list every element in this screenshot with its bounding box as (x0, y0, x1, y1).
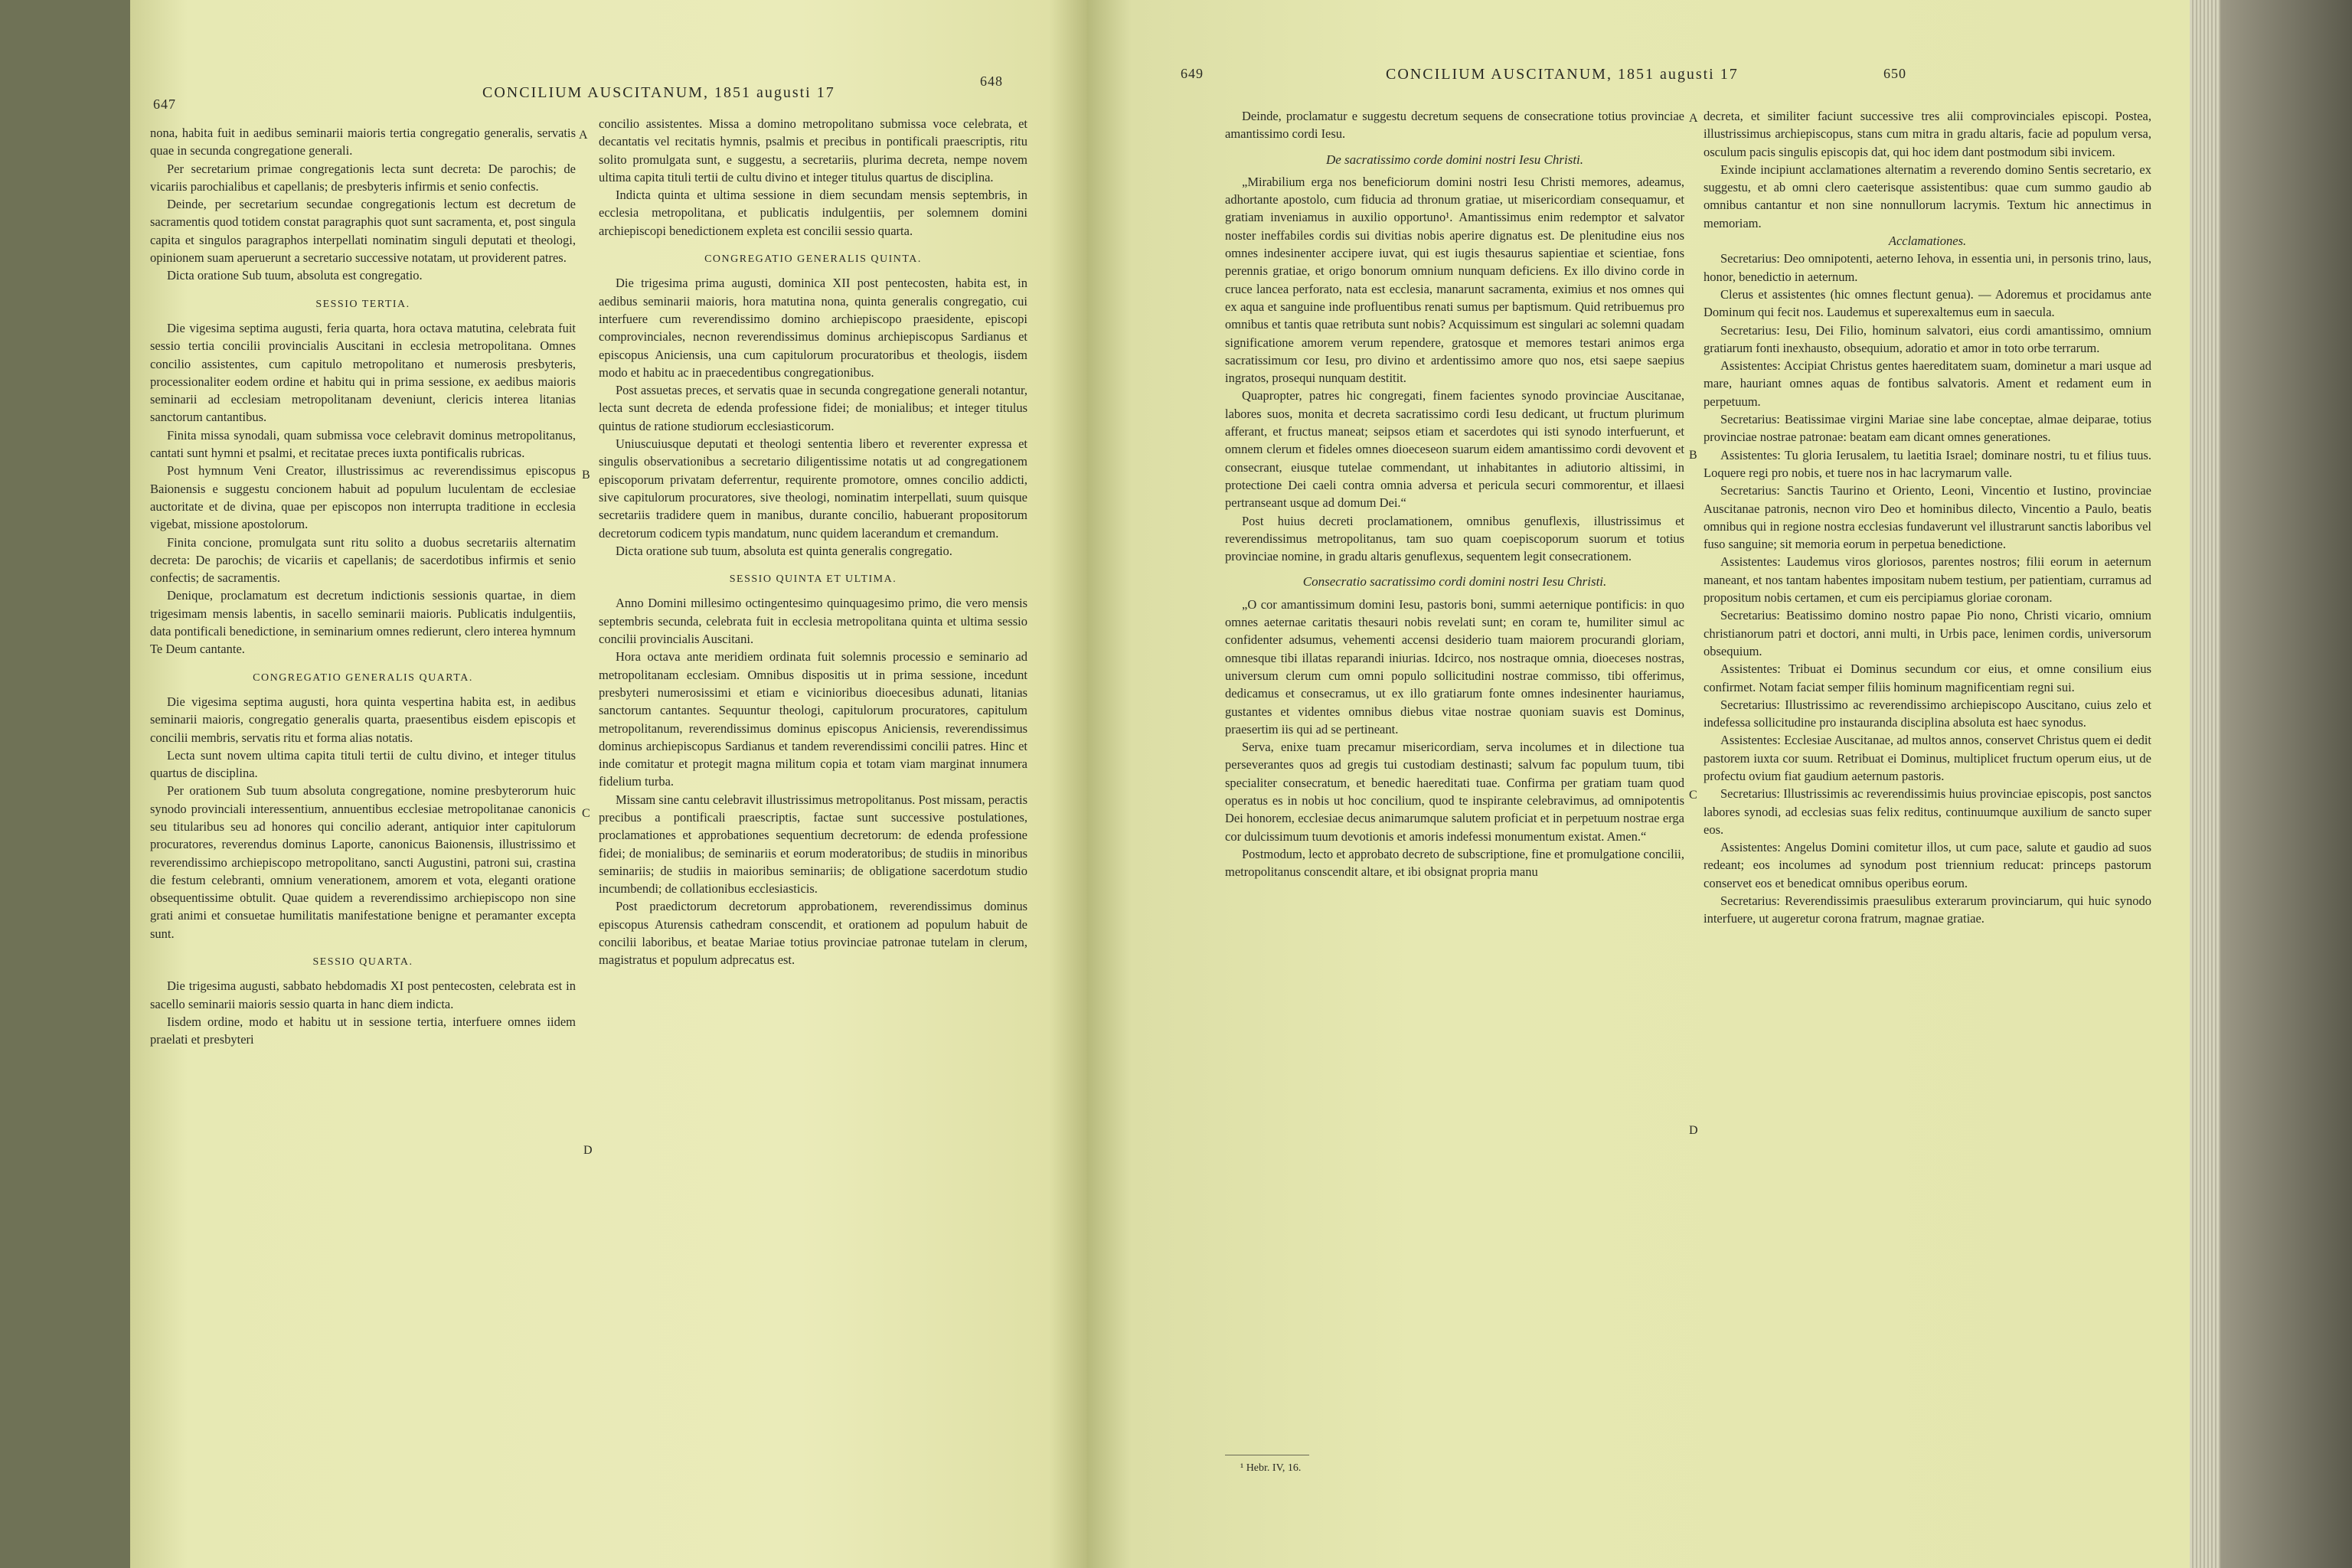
paragraph: Dicta oratione Sub tuum, absoluta est congregatio. (167, 268, 423, 283)
paragraph: Missam sine cantu celebravit illustrissimus metropolitanus. Post missam, peractis precibus a pontificali praescriptis, factae sunt successive postulationes, proclamationes et approbationes sequentium decretorum: de edenda professione fidei; de monialibus; de seminariis et eorum moderatoribus; de studiis in minoribus seminariis; de studiis in maioribus seminariis; de obligatione sacerdotum studio incumbendi; de collationibus ecclesiasticis. (599, 792, 1028, 897)
page-number-left: 649 (1181, 66, 1204, 81)
paragraph: nona, habita fuit in aedibus seminarii maioris tertia congregatio generalis, servatis quae in secunda congregatione generali. (150, 126, 576, 158)
paragraph: Secretarius: Illustrissimis ac reverendissimis huius provinciae episcopis, post sanctos labores synodi, ad ecclesias suas felix reditus, continuumque auxilium de sancto super eos. (1704, 786, 2151, 837)
paragraph: „O cor amantissimum domini Iesu, pastoris boni, summi aeternique pontificis: in quo omnes aeternae caritatis thesauri nobis revelati sunt; en coram te, humiliter simul ac confidenter adsumus, vehementi accensi desiderio tuam maiorem procurandi gloriam, omnesque tibi illatas reparandi iniurias. Idcirco, nos nostraque omnia, dioeceses nostras, universum clerum cum omni populo sollicitudini nostrae commisso, tibi offerimus, dedicamus et consecramus, ut ex illo gratiarum fonte omnes indesinenter hauriamus, gustantes et videntes omnibus diebus vitae nostrae quoniam suavis est Dominus, praesertim iis qui ad se pertineant. (1225, 596, 1684, 737)
paragraph: Iisdem ordine, modo et habitu ut in sessione tertia, interfuere omnes iidem praelati et presbyteri (150, 1014, 576, 1047)
paragraph: Die trigesima prima augusti, dominica XII post pentecosten, habita est, in aedibus seminarii maioris, hora matutina nona, quinta generalis congregatio, cui interfuere cum reverendissimo domino archiepiscopo praesidente, episcopi comprovinciales, necnon reverendissimus dominus archiepiscopus Sardianus et episcopus Aniciensis, una cum capitulorum procuratoribus et theologis, iisdem modo et habitu ac in praecedentibus congregationibus. (599, 276, 1027, 380)
paragraph: Exinde incipiunt acclamationes alternatim a reverendo domino Sentis secretario, ex suggestu, et ab omni clero caeterisque assistentibus: quae cum summo gaudio ab omnibus cantantur et non sine nonnullorum lacrymis. Textum hic annectimus in memoriam. (1704, 162, 2151, 230)
right-page (1087, 0, 2190, 1568)
paragraph: Indicta quinta et ultima sessione in diem secundam mensis septembris, in ecclesia metropolitana, et publicatis indulgentiis, per solemnem domini archiepiscopi benedictionem expleta est concilii sessio quarta. (599, 188, 1027, 238)
decree-title: De sacratissimo corde domini nostri Iesu Christi. (1325, 152, 1584, 167)
page-number-left: 647 (153, 96, 176, 112)
section-heading: SESSIO TERTIA. (315, 298, 410, 310)
paragraph: Post huius decreti proclamationem, omnibus genuflexis, illustrissimus et reverendissimus metropolitanus, tam suo quam coepiscoporum suorum et totius provinciae nomine, in gradu altaris genuflexus, sequentem legit consecrationem. (1225, 513, 1684, 564)
paragraph: Secretarius: Iesu, Dei Filio, hominum salvatori, eius cordi amantissimo, omnium gratiarum fonti inexhausto, obsequium, adoratio et amor in toto orbe terrarum. (1704, 322, 2151, 355)
text-column-2 (599, 115, 1027, 969)
paragraph: Secretarius: Beatissimo domino nostro papae Pio nono, Christi vicario, omnium christianorum patri et doctori, anni multi, in Urbis pace, lenimen cordis, universorum obsequium. (1704, 608, 2151, 658)
paragraph: Post hymnum Veni Creator, illustrissimus ac reverendissimus episcopus Baionensis e suggestu concionem habuit ad populum luculentam de ecclesiae auctoritate et de divina, quae per episcopos non interrupta traditione in ecclesia vigebat, missione apostolorum. (150, 463, 576, 532)
margin-letter-d: D (583, 1144, 593, 1157)
paragraph: Die vigesima septima augusti, hora quinta vespertina habita est, in aedibus seminarii maioris, congregatio generalis quarta, praesentibus eisdem episcopis et concilii membris, servatis ritu et forma alias notatis. (150, 694, 576, 745)
footnote: ¹ Hebr. IV, 16. (1240, 1462, 1302, 1474)
left-page (130, 0, 1087, 1568)
paragraph: Secretarius: Illustrissimo ac reverendissimo archiepiscopo Auscitano, cuius zelo et indefessa sollicitudine pro instauranda disciplina absoluta est haec synodus. (1704, 697, 2151, 730)
paragraph: Per orationem Sub tuum absoluta congregatione, nomine presbyterorum huic synodo provinciali interessentium, annuentibus ecclesiae metropolitanae canonicis seu titularibus seu ad honores qui concilio aderant, antiquior inter capitulorum procuratores, reverendus dominus Laporte, canonicus Baionensis, illustrissimo et reverendissimo archiepiscopo metropolitano, sancti Augustini, patroni sui, crastina die festum celebranti, omnium venerationem, amorem et vota, eleganti oratione obsequentissime obtulit. Quae quidem a reverendissimo archiepiscopo non sine grati animi et consuetae humilitatis manifestatione benigne et peramanter excepta sunt. (150, 783, 576, 941)
paragraph: Postmodum, lecto et approbato decreto de subscriptione, fine et promulgatione concilii, metropolitanus conscendit altare, et ibi obsignat propria manu (1225, 846, 1684, 880)
margin-letter-b: B (1689, 449, 1697, 462)
paragraph: Assistentes: Accipiat Christus gentes haereditatem suam, dominetur a mari usque ad mare, hauriant omnes aquas de fontibus salvatoris. Ament et redament eum in perpetuum. (1704, 358, 2151, 409)
running-head: CONCILIUM AUSCITANUM, 1851 augusti 17 (1386, 66, 1739, 83)
paragraph: Finita missa synodali, quam submissa voce celebravit dominus metropolitanus, cantati sunt hymni et psalmi, et recitatae preces iuxta pontificalis rubricas. (150, 427, 576, 461)
paragraph: Secretarius: Reverendissimis praesulibus exterarum provinciarum, qui huic synodo interfuere, ut augeretur corona fratrum, magnae gratiae. (1704, 893, 2151, 926)
margin-letter-a: A (1689, 112, 1698, 125)
decree-title: Consecratio sacratissimo cordi domini nostri Iesu Christi. (1302, 574, 1607, 590)
section-heading: SESSIO QUINTA ET ULTIMA. (729, 573, 897, 586)
page-number-right: 648 (980, 74, 1003, 89)
paragraph: Die trigesima augusti, sabbato hebdomadis XI post pentecosten, celebrata est in sacello seminarii maioris sessio quarta in hanc diem indicta. (150, 978, 576, 1011)
acclamations-heading: Acclamationes. (1888, 234, 1967, 249)
section-heading: CONGREGATIO GENERALIS QUARTA. (253, 671, 473, 684)
paragraph: Serva, enixe tuam precamur misericordiam, serva incolumes et in dilectione tua perseverantes quos ad gregis tui custodiam destinasti; salvum fac populum tuum, tibi specialiter consecratum, et benedic haereditati tuae. Confirma per gratiam tuam quod operatus es in nobis ut hoc concilium, quod te inspirante celebravimus, ad omnipotentis Dei honorem, ecclesiae decus animarumque salutem proficiat et in perpetuum nostrae erga cor dulcissimum tuum devotionis et amoris indefessi monumentum existat. Amen.“ (1225, 740, 1684, 844)
section-heading: SESSIO QUARTA. (312, 956, 413, 969)
paragraph: Lecta sunt novem ultima capita tituli tertii de cultu divino, et integer titulus quartus de disciplina. (150, 747, 576, 781)
paragraph: Anno Domini millesimo octingentesimo quinquagesimo primo, die vero mensis septembris secunda, celebrata fuit in ecclesia metropolitana quinta et ultima sessio concilii provincialis Auscitani. (599, 596, 1027, 647)
paragraph: Finita concione, promulgata sunt ritu solito a duobus secretariis alternatim decreta: De parochis; de vicariis et capellanis; de sacerdotibus infirmis et senio confectis; de sacramentis. (150, 534, 576, 586)
page-edges (2190, 0, 2352, 1568)
section-heading: CONGREGATIO GENERALIS QUINTA. (704, 253, 922, 266)
paragraph: Deinde, proclamatur e suggestu decretum sequens de consecratione totius provinciae amantissimo cordi Iesu. (1225, 109, 1684, 142)
margin-letter-b: B (582, 469, 590, 482)
running-head: CONCILIUM AUSCITANUM, 1851 augusti 17 (482, 84, 835, 101)
paragraph: Per secretarium primae congregationis lecta sunt decreta: De parochis; de vicariis parochialibus et capellanis; de presbyteris infirmis et senio confectis. (150, 161, 576, 194)
paragraph: Assistentes: Tu gloria Ierusalem, tu laetitia Israel; dominare nostri, tu et filius tuus. Loquere regi pro nobis, et tuere nos in hac lacrymarum valle. (1704, 447, 2151, 480)
margin-letter-c: C (1689, 789, 1697, 802)
paragraph: Secretarius: Sanctis Taurino et Oriento, Leoni, Vincentio et Iustino, provinciae Auscitanae patronis, necnon viro Deo et hominibus dilecto, Vincentio a Paulo, beatis omnibus qui in regione nostra ecclesias fundaverunt vel illustrarunt sanctis laboribus vel fuso sanguine; sit memoria eorum in perpetua benedictione. (1704, 483, 2151, 552)
paragraph: Secretarius: Beatissimae virgini Mariae sine labe conceptae, almae deiparae, totius provinciae nostrae patronae: beatam eam dicant omnes generationes. (1704, 412, 2151, 445)
paragraph: Post praedictorum decretorum approbationem, reverendissimus dominus episcopus Aturensis cathedram conscendit, et orationem ad populum habuit de concilii laboribus, et beatae Mariae totius provinciae patronae tutelam in clerum, magistratus et populum adprecatus est. (599, 899, 1027, 968)
paragraph: Quapropter, patres hic congregati, finem facientes synodo provinciae Auscitanae, labores suos, monita et decreta sacratissimo cordi Iesu dedicant, ut fructum plurimum afferant, et fructus maneat; seipsos etiam et sacerdotes qui isti synodo interfuerunt, et omnem clerum et fideles omnes dioeceseon suarum eidem amantissimo cordi devovent et consecrant, eiusque tutelae commendant, ut inhabitantes in adiutorio altissimi, in protectione Dei caeli contra omnia adversa et pericula securi commorentur, et illaesi pertranseant usque ad domum Dei.“ (1225, 388, 1684, 511)
paragraph: Assistentes: Angelus Domini comitetur illos, ut cum pace, salute et gaudio ad suos redeant; eos incolumes ad synodum post triennium reducat: princeps pastorum conservet eos et benedicat omnibus operibus eorum. (1704, 840, 2151, 890)
paragraph: Assistentes: Laudemus viros gloriosos, parentes nostros; filii eorum in aeternum maneant, et nos tantam habentes impositam nubem testium, per patientiam, curramus ad propositum nobis certamen, et cum eis percipiamus gloriae coronam. (1704, 554, 2151, 606)
paragraph: Die vigesima septima augusti, feria quarta, hora octava matutina, celebrata fuit sessio tertia concilii provincialis Auscitani in ecclesia metropolitana. Omnes concilio assistentes, cum capitulo metropolitano et numerosis presbyteris, processionaliter eodem ordine et habitu qui in prima sessione, ex aedibus maioris seminarii ad ecclesiam metropolitanam deveniunt, clericis interea litanias sanctorum cantantibus. (150, 320, 576, 425)
margin-letter-c: C (582, 807, 590, 820)
paragraph: Post assuetas preces, et servatis quae in secunda congregatione generali notantur, lecta sunt decreta de edenda professione fidei; de monialibus; et integer titulus quintus de ratione studiorum ecclesiasticorum. (599, 383, 1027, 433)
paragraph: decreta, et similiter faciunt successive tres alii comprovinciales episcopi. Postea, illustrissimus archiepiscopus, stans cum mitra in gradu altaris, facie ad populum versa, osculum pacis singulis episcopis dat, qui hoc idem dant postmodum sibi invicem. (1704, 109, 2151, 159)
paragraph: concilio assistentes. Missa a domino metropolitano submissa voce celebrata, et decantatis vel recitatis hymnis, psalmis et precibus in pontificali praescriptis, ritu solito promulgata sunt, e suggestu, a secretariis, plurima decreta, nempe novem ultima capita tituli tertii de cultu divino et integer titulus quartus de disciplina. (599, 116, 1027, 185)
paragraph: Hora octava ante meridiem ordinata fuit solemnis processio e seminario ad metropolitanam ecclesiam. Omnibus dispositis ut in prima sessione, incedunt presbyteri numerosissimi et etiam e vicinioribus dioecesibus adunati, litanias sanctorum cantantes. Sequuntur theologi, capitulorum procuratores, capitulum metropolitanum, reverendissimus dominus episcopus Aniciensis, reverendissimus dominus archiepiscopus Sardianus et tandem reverendissimi concilii patres. Hinc et inde comitatur et protegit magna militum copia et totam viam marginat innumera fidelium turba. (599, 649, 1027, 789)
paragraph: Denique, proclamatum est decretum indictionis sessionis quartae, in diem trigesimam mensis labentis, in sacello seminarii maioris. Publicatis indulgentiis, data pontificali benedictione, in seminarium omnes redierunt, clero interea hymnum Te Deum cantante. (150, 588, 576, 657)
paragraph: Uniuscuiusque deputati et theologi sententia libero et reverenter expressa et singulis observationibus a secretario diligentissime notatis ut ad congregationem episcoporum privatam deferrentur, requirente promotore, omnes concilio addicti, sive capitulorum procuratores, sive theologi, nominatim interpellati, suum quisque secretariis tradidere quem in manibus, durante concilio, habuerant propositorum decretorum codicem typis mandatum, nunc quidem lacerandum et cremandum. (599, 436, 1027, 541)
margin-letter-a: A (579, 129, 588, 142)
page-number-right: 650 (1883, 66, 1906, 81)
text-column-1 (150, 124, 576, 1049)
paragraph: Secretarius: Deo omnipotenti, aeterno Iehova, in essentia uni, in personis trino, laus, honor, benedictio in aeternum. (1704, 251, 2151, 284)
margin-letter-d: D (1689, 1124, 1698, 1137)
paragraph: „Mirabilium erga nos beneficiorum domini nostri Iesu Christi memores, adeamus, adhortante apostolo, cum fiducia ad thronum gratiae, ut misericordiam consequamur, et gratiam inveniamus in auxilio opportuno¹. Amantissimus enim redemptor et salvator noster ineffabiles cordis sui divitias nobis aperire dignatus est. De plenitudine eius nos omnes indesinenter accipere iuvat, qui est iugis thesaurus sapientiae et scientiae, fons perennis gratiae, et origo bonorum omnium nunquam deficiens. Ex illo divino corde in cruce lancea perforato, nata est ecclesia, manarunt sacramenta, eximius et nos omnes qui ex aqua et sanguine inde profluentibus renati sumus per baptismum. Quid retribuemus pro omnibus et tantis quae retributa sunt nobis? Acquissimum est singulari ac solemni quadam significatione amorem verum rependere, gratosque et memores testari animos erga sacratissimum cor Iesu, pro divino et ardentissimo amore quo nos, etsi saepe saepius ingratos, prosequi nunquam destitit. (1225, 174, 1684, 386)
paragraph: Assistentes: Tribuat ei Dominus secundum cor eius, et omne consilium eius confirmet. Notam faciat semper filiis hominum magnificentiam regni sui. (1704, 662, 2151, 694)
paragraph: Assistentes: Ecclesiae Auscitanae, ad multos annos, conservet Christus quem ei dedit pastorem iuxta cor suum. Retribuat ei Dominus, multiplicet fructum operum eius, ut de profectu ovium fiat gaudium aeternum pastoris. (1704, 733, 2151, 783)
paragraph: Dicta oratione sub tuum, absoluta est quinta generalis congregatio. (616, 543, 952, 558)
text-column-2 (1704, 107, 2151, 928)
paragraph: Clerus et assistentes (hic omnes flectunt genua). — Adoremus et procidamus ante Dominum qui fecit nos. Laudemus et superexaltemus eum in saecula. (1704, 286, 2151, 320)
text-column-1 (1225, 107, 1684, 880)
paragraph: Deinde, per secretarium secundae congregationis lectum est decretum de sacramentis quod totidem constat paragraphis quot sunt sacramenta, et, post singula capita et singulos paragraphos interpellati nominatim singuli deputati et theologi, opinionem suam aperuerunt a secretario successive notatam, ut providerent patres. (150, 197, 576, 266)
